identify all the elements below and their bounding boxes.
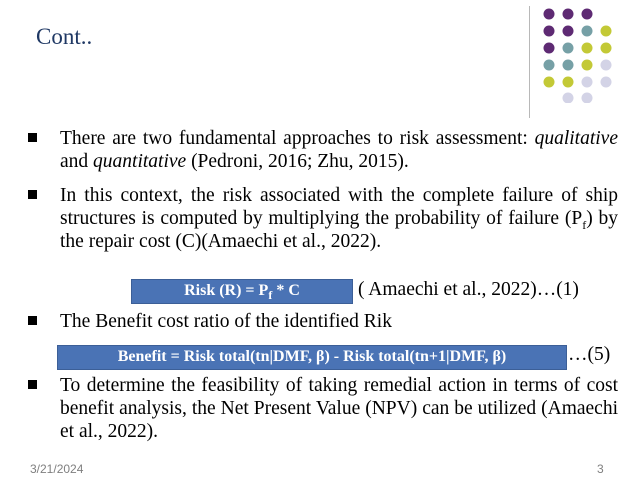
dot: [563, 60, 574, 71]
dot: [582, 77, 593, 88]
dot: [582, 93, 593, 104]
bullet-npv: [28, 374, 618, 443]
dot: [601, 43, 612, 54]
bullet-text: In this context, the risk associated with the complete failure of ship structures is computed by multiplying the probability of failure $(P_f)$ by the repair cost (C)(Amaechi et al., 2022).: [60, 185, 619, 252]
bullet-marker: [28, 380, 37, 389]
equation-benefit-box: Benefit = Risk total(tn|DMF, β) - Risk total(tn+1|DMF, β): [57, 345, 567, 370]
dot: [563, 26, 574, 37]
dot: [544, 43, 555, 54]
dot: [563, 43, 574, 54]
decorative-dot-grid: [541, 7, 631, 103]
dot: [582, 26, 593, 37]
bullet-marker: [28, 316, 37, 325]
footer-page-number: 3: [597, 462, 604, 476]
dot: [582, 43, 593, 54]
equation-benefit-reference: …(5): [568, 344, 611, 365]
dot: [563, 77, 574, 88]
bullet-approaches: [28, 127, 618, 173]
equation-risk-box: Risk $(R) = P_f * C$: [131, 279, 353, 304]
dot: [582, 60, 593, 71]
bullet-text: The Benefit cost ratio of the identified Rik: [60, 311, 392, 332]
dot: [582, 9, 593, 20]
dot: [563, 93, 574, 104]
dot: [601, 26, 612, 37]
bullet-marker: [28, 133, 37, 142]
slide-title: Cont..: [36, 24, 93, 49]
dot: [544, 60, 555, 71]
dot: [544, 77, 555, 88]
dot: [544, 26, 555, 37]
bullet-benefit-cost: [28, 310, 618, 333]
dot: [601, 60, 612, 71]
bullet-risk-context: [28, 184, 618, 253]
dot: [563, 9, 574, 20]
bullet-text: There are two fundamental approaches to risk assessment: qualitative and quantitative (Pedroni, 2016; Zhu, 2015).: [60, 128, 618, 172]
bullet-text: To determine the feasibility of taking remedial action in terms of cost benefit analysis, the Net Present Value (NPV) can be utilized (Amaechi et al., 2022).: [60, 375, 618, 442]
bullet-marker: [28, 190, 37, 199]
dot: [601, 77, 612, 88]
dot: [544, 9, 555, 20]
footer-date: 3/21/2024: [30, 462, 84, 476]
equation-risk-reference: ( Amaechi et al., 2022)…(1): [358, 279, 579, 300]
decorative-divider: [529, 6, 530, 118]
